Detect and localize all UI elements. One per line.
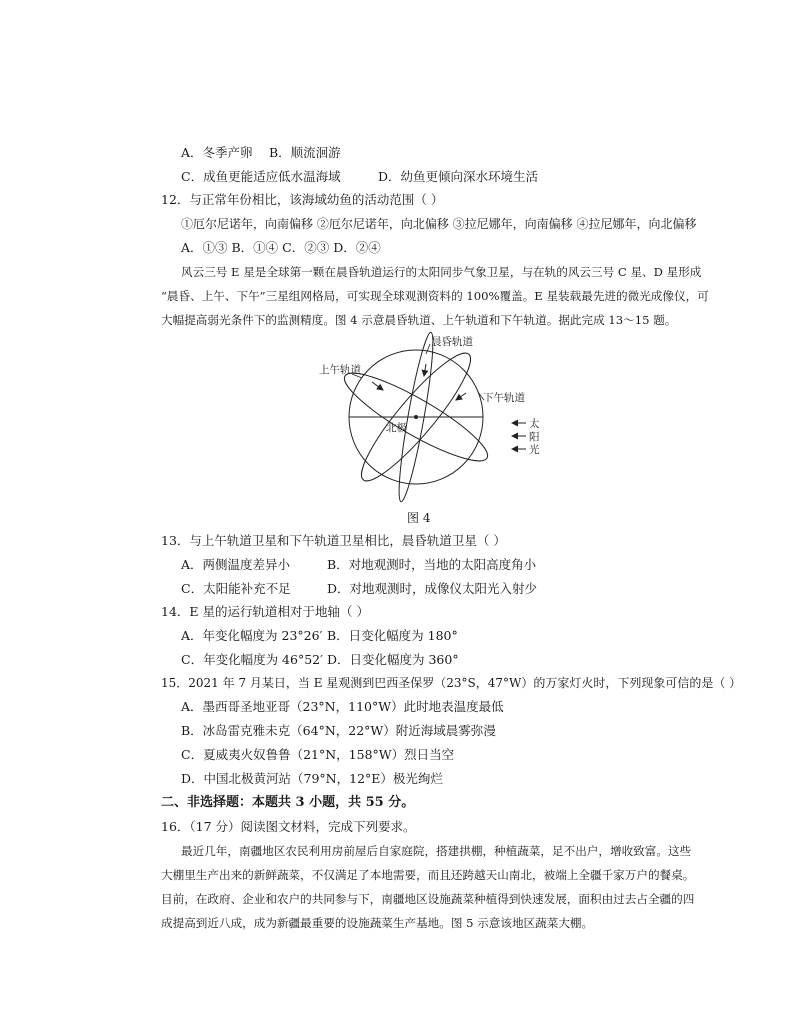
q16-material-line-3: 目前，在政府、企业和农户的共同参与下，南疆地区设施蔬菜种植得到快速发展，面积由过去占全疆的四: [161, 892, 695, 906]
q15-option-b: B．冰岛雷克雅未克（64°N，22°W）附近海域晨雾弥漫: [181, 723, 496, 738]
q14-option-row-2: [181, 652, 459, 668]
label-sunlight-2: 阳: [529, 431, 540, 443]
morning-direction-arrow: [372, 382, 383, 390]
figure-4-caption: 图 4: [407, 511, 431, 525]
q14-option-b: B．日变化幅度为 180°: [326, 628, 458, 643]
q16-material-line-4: 成提高到近八成，成为新疆最重要的设施蔬菜生产基地。图 5 示意该地区蔬菜大棚。: [161, 916, 594, 930]
q11-option-a: A．冬季产卵: [181, 145, 253, 160]
q16-material-line-2: 大棚里生产出来的新鲜蔬菜，不仅满足了本地需要，而且还跨越天山南北，被端上全疆千家万户的餐桌。: [161, 868, 695, 882]
q13-option-a: A．两侧温度差异小: [181, 557, 291, 572]
passage-13-15-line-3: 大幅提高弱光条件下的监测精度。图 4 示意晨昏轨道、上午轨道和下午轨道。据此完成 13～15 题。: [161, 313, 677, 327]
figure-4-orbit-diagram: [0, 330, 794, 510]
q13-option-d: D．对地观测时，成像仪太阳光入射少: [326, 581, 538, 596]
q14-option-d: D．日变化幅度为 360°: [326, 652, 459, 667]
q13-option-row-1: [181, 557, 536, 573]
q14-stem: 14．E 星的运行轨道相对于地轴（ ）: [161, 604, 369, 619]
q12-choices: ①厄尔尼诺年，向南偏移 ②厄尔尼诺年，向北偏移 ③拉尼娜年，向南偏移 ④拉尼娜年，向北偏移: [181, 217, 697, 231]
q15-option-a: A．墨西哥圣地亚哥（23°N，110°W）此时地表温度最低: [181, 699, 504, 714]
q12-stem: 12．与正常年份相比，该海域幼鱼的活动范围（ ）: [161, 192, 444, 207]
q15-option-d: D．中国北极黄河站（79°N，12°E）极光绚烂: [181, 771, 443, 786]
q14-option-a: A．年变化幅度为 23°26′: [181, 628, 323, 643]
dawn-dusk-direction-arrow: [424, 364, 426, 376]
q15-stem: 15．2021 年 7 月某日，当 E 星观测到巴西圣保罗（23°S，47°W）的万家灯火时，下列现象可信的是（ ）: [161, 676, 742, 690]
label-sunlight-1: 太: [529, 418, 540, 430]
dawn-dusk-leader: [426, 344, 430, 354]
q13-option-b: B．对地观测时，当地的太阳高度角小: [326, 557, 537, 572]
q13-option-row-2: [181, 581, 537, 597]
q12-options: A．①③ B．①④ C．②③ D．②④: [181, 240, 381, 255]
afternoon-direction-arrow: [456, 393, 466, 400]
q11-option-c: C．成鱼更能适应低水温海域: [181, 169, 341, 184]
q11-option-b: B．顺流洄游: [268, 145, 341, 160]
label-dawn-dusk-orbit: 晨昏轨道: [431, 336, 473, 348]
passage-13-15-line-1: 风云三号 E 星是全球第一颗在晨昏轨道运行的太阳同步气象卫星，与在轨的风云三号 C 星、D 星形成: [181, 265, 702, 279]
label-afternoon-orbit: 下午轨道: [483, 392, 525, 404]
section-2-heading: 二、非选择题：本题共 3 小题，共 55 分。: [161, 795, 415, 810]
q16-stem: 16．（17 分）阅读图文材料，完成下列要求。: [161, 819, 416, 834]
q11-option-d: D．幼鱼更倾向深水环境生活: [377, 169, 539, 184]
q13-option-c: C．太阳能补充不足: [181, 581, 291, 596]
q14-option-c: C．年变化幅度为 46°52′: [181, 652, 323, 667]
q14-option-row-1: [181, 628, 458, 644]
passage-13-15-line-2: “晨昏、上午、下午”三星组网格局，可实现全球观测资料的 100%覆盖。E 星装载最先进的微光成像仪，可: [161, 289, 709, 303]
label-north-pole: 北极: [386, 422, 407, 434]
north-pole-dot: [414, 415, 418, 419]
q16-material-line-1: 最近几年，南疆地区农民利用房前屋后自家庭院，搭建拱棚，种植蔬菜，足不出户，增收致富。这些: [181, 844, 692, 858]
q11-option-row-2: [181, 169, 538, 185]
q15-option-c: C．夏威夷火奴鲁鲁（21°N，158°W）烈日当空: [181, 747, 455, 762]
q13-stem: 13．与上午轨道卫星和下午轨道卫星相比，晨昏轨道卫星（ ）: [161, 533, 506, 548]
label-morning-orbit: 上午轨道: [319, 364, 361, 376]
q11-option-row-1: [181, 145, 341, 161]
label-sunlight-3: 光: [529, 444, 540, 456]
